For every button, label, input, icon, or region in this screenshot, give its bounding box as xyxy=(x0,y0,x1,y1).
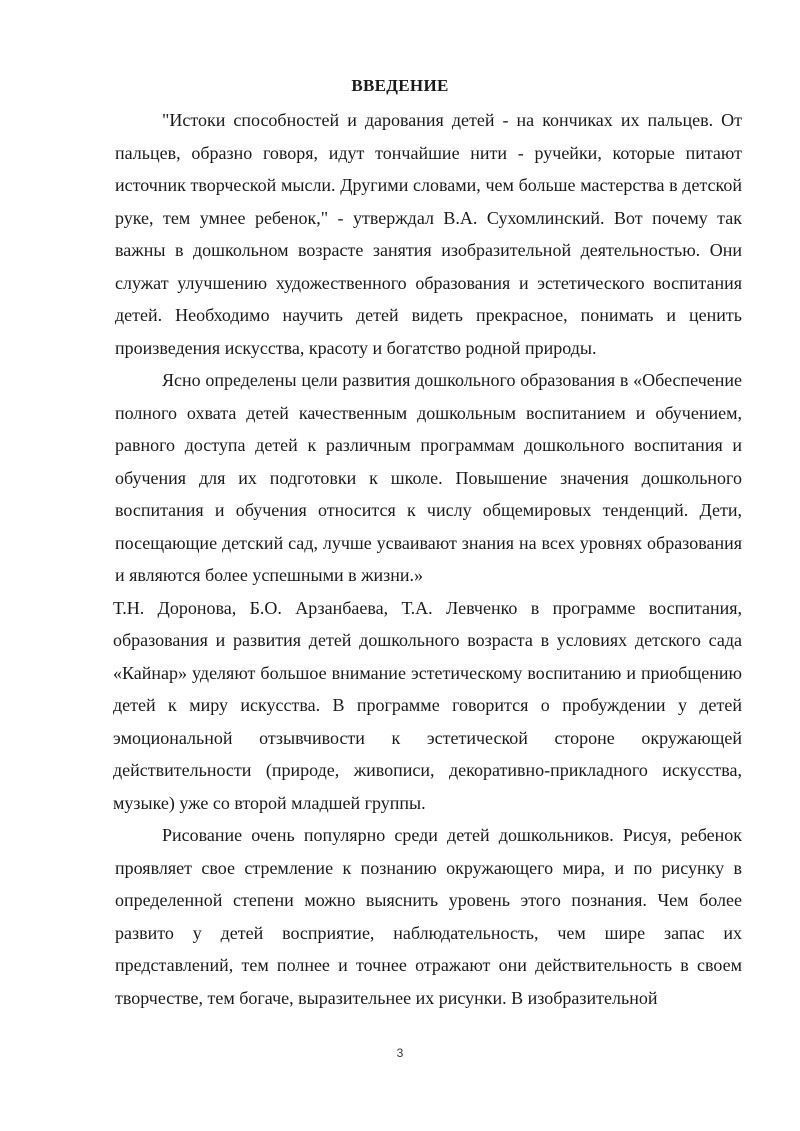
document-body xyxy=(115,104,742,1014)
paragraph-1: "Истоки способностей и дарования детей - на кончиках их пальцев. От пальцев, образно говоря, идут тончайшие нити - ручейки, которые питают источник творческой мысли. Другими словами, чем больше мастерства в детской руке, тем умнее ребенок," - утверждал В.А. Сухомлинский. Вот почему так важны в дошкольном возрасте занятия изобразительной деятельностью. Они служат улучшению художественного образования и эстетического воспитания детей. Необходимо научить детей видеть прекрасное, понимать и ценить произведения искусства, красоту и богатство родной природы. xyxy=(115,110,742,358)
paragraph-4: Рисование очень популярно среди детей дошкольников. Рисуя, ребенок проявляет свое стремление к познанию окружающего мира, и по рисунку в определенной степени можно выяснить уровень этого познания. Чем более развито у детей восприятие, наблюдательность, чем шире запас их представлений, тем полнее и точнее отражают они действительность в своем творчестве, тем богаче, выразительнее их рисунки. В изобразительной xyxy=(115,825,742,1008)
page-number: 3 xyxy=(396,1046,404,1060)
paragraph-3: Т.Н. Доронова, Б.О. Арзанбаева, Т.А. Левченко в программе воспитания, образования и развития детей дошкольного возраста в условиях детского сада «Кайнар» уделяют большое внимание эстетическому воспитанию и приобщению детей к миру искусства. В программе говорится о пробуждении у детей эмоциональной отзывчивости к эстетической стороне окружающей действительности (природе, живописи, декоративно-прикладного искусства, музыке) уже со второй младшей группы. xyxy=(113,597,742,813)
page-title: ВВЕДЕНИЕ xyxy=(351,76,449,95)
paragraph-2: Ясно определены цели развития дошкольного образования в «Обеспечение полного охвата детей качественным дошкольным воспитанием и обучением, равного доступа детей к различным программам дошкольного воспитания и обучения для их подготовки к школе. Повышение значения дошкольного воспитания и обучения относится к числу общемировых тенденций. Дети, посещающие детский сад, лучше усваивают знания на всех уровнях образования и являются более успешными в жизни.» xyxy=(115,370,742,585)
